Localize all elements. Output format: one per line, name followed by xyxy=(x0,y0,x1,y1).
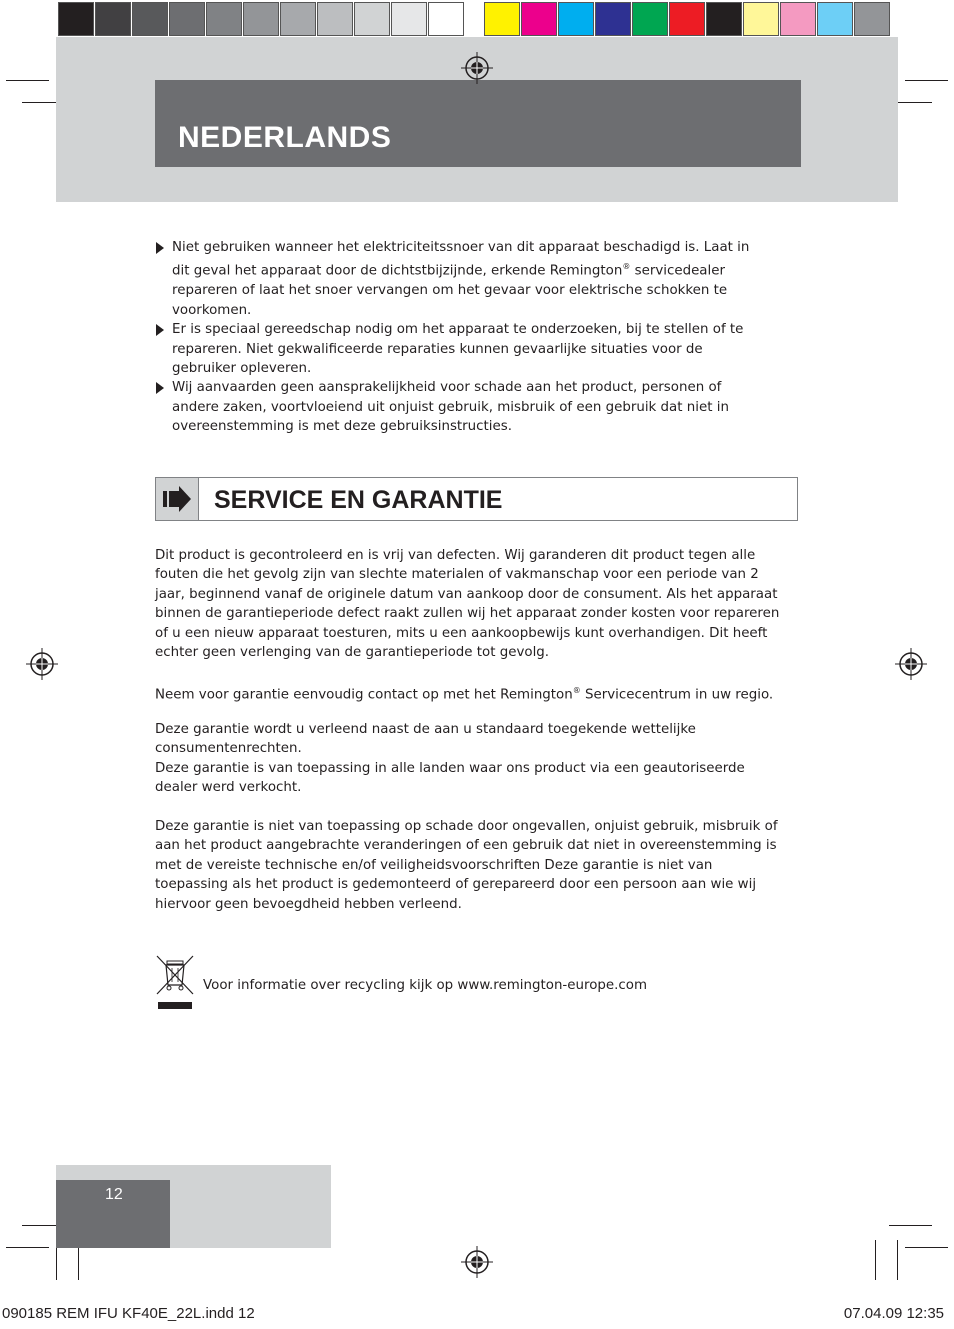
color-swatch xyxy=(206,2,242,36)
crop-mark xyxy=(6,1247,49,1248)
color-swatch xyxy=(558,2,594,36)
warranty-paragraph: Deze garantie is niet van toepassing op schade door ongevallen, onjuist gebruik, misbruik of aan het product aangebrachte veranderingen of een gebruik dat niet in overeenstemming is met de vereiste technische en/of veiligheidsvoorschriften Deze garantie is niet van toepassing als het product is gedemonteerd of gerepareerd door een persoon aan wie wij hiervoor geen bevoegdheid hebben verleend. xyxy=(155,819,778,912)
color-swatch xyxy=(817,2,853,36)
color-swatch xyxy=(391,2,427,36)
paragraph-text: Neem voor garantie eenvoudig contact op met het Remington xyxy=(155,687,573,703)
registration-mark-icon xyxy=(26,648,58,680)
crop-mark xyxy=(875,1240,876,1280)
crop-mark xyxy=(6,80,49,81)
color-swatch xyxy=(354,2,390,36)
warranty-paragraph: Deze garantie is van toepassing in alle landen waar ons product via een geautoriseerde dealer werd verkocht. xyxy=(155,761,745,796)
crossed-out-bin-icon xyxy=(153,952,197,1012)
registration-mark-icon xyxy=(461,52,493,84)
section-title: SERVICE EN GARANTIE xyxy=(214,486,503,514)
section-header xyxy=(155,477,798,521)
crop-mark xyxy=(905,1247,948,1248)
warranty-paragraph: Deze garantie wordt u verleend naast de aan u standaard toegekende wettelijke consumentenrechten. xyxy=(155,722,696,757)
color-swatch xyxy=(521,2,557,36)
color-swatch-bar xyxy=(484,2,891,38)
list-item xyxy=(155,320,755,378)
color-swatch xyxy=(58,2,94,36)
color-swatch xyxy=(780,2,816,36)
color-swatch xyxy=(132,2,168,36)
color-swatch xyxy=(169,2,205,36)
registered-mark: ® xyxy=(572,686,581,695)
arrow-right-icon xyxy=(156,478,198,520)
paragraph-text: Servicecentrum in uw regio. xyxy=(580,687,774,703)
list-item xyxy=(155,378,755,436)
color-swatch xyxy=(317,2,353,36)
bullet-triangle-icon xyxy=(156,382,164,394)
registration-mark-icon xyxy=(895,648,927,680)
warranty-paragraph xyxy=(155,681,785,705)
color-swatch xyxy=(484,2,520,36)
color-swatch xyxy=(854,2,890,36)
page-title: NEDERLANDS xyxy=(178,121,392,154)
color-swatch xyxy=(595,2,631,36)
bullet-text: Niet gebruiken wanneer het elektriciteitssnoer van dit apparaat beschadigd is. Laat in dit geval het apparaat door de dichtstbijzijnde, erkende Remington xyxy=(172,240,750,279)
page-number: 12 xyxy=(105,1186,123,1203)
color-swatch xyxy=(669,2,705,36)
color-swatch xyxy=(280,2,316,36)
color-swatch xyxy=(632,2,668,36)
date-slug: 07.04.09 12:35 xyxy=(843,1305,944,1322)
bullet-triangle-icon xyxy=(156,324,164,336)
crop-mark xyxy=(897,1240,898,1280)
crop-mark xyxy=(889,1225,932,1226)
color-swatch xyxy=(706,2,742,36)
warranty-paragraph: Dit product is gecontroleerd en is vrij van defecten. Wij garanderen dit product tegen alle fouten die het gevolg zijn van slechte materialen of vakmanschap voor een periode van 2 jaar, beginnend vanaf de originele datum van aankoop door de consument. Als het apparaat binnen de garantieperiode defect raakt zullen wij het apparaat zonder kosten voor repareren of u een nieuw apparaat toesturen, mits u een aankoopbewijs kunt overhandigen. Dit heeft echter geen verlenging van de garantieperiode tot gevolg. xyxy=(155,548,780,661)
section-arrow-cell xyxy=(156,478,199,520)
color-swatch xyxy=(428,2,464,36)
registered-mark: ® xyxy=(622,262,631,272)
bullet-text: Wij aanvaarden geen aansprakelijkheid voor schade aan het product, personen of andere zaken, voortvloeiend uit onjuist gebruik, misbruik of een gebruik dat niet in overeenstemming is met deze gebruiksinstructies. xyxy=(172,380,729,435)
crop-mark xyxy=(905,80,948,81)
registration-mark-icon xyxy=(461,1246,493,1278)
warning-bullet-list xyxy=(155,238,755,437)
list-item xyxy=(155,238,755,320)
color-swatch xyxy=(743,2,779,36)
bullet-triangle-icon xyxy=(156,242,164,254)
color-swatch xyxy=(95,2,131,36)
bullet-text: Er is speciaal gereedschap nodig om het apparaat te onderzoeken, bij te stellen of te repareren. Niet gekwalificeerde reparaties kunnen gevaarlijke situaties voor de gebruiker opleveren. xyxy=(172,322,744,376)
file-slug: 090185 REM IFU KF40E_22L.indd 12 xyxy=(2,1305,255,1322)
gray-swatch-bar xyxy=(58,2,465,38)
recycling-info: Voor informatie over recycling kijk op www.remington-europe.com xyxy=(203,978,647,993)
bullet-text: servicedealer repareren of laat het snoer vervangen om het gevaar voor elektrische schokken te voorkomen. xyxy=(172,263,728,318)
color-swatch xyxy=(243,2,279,36)
